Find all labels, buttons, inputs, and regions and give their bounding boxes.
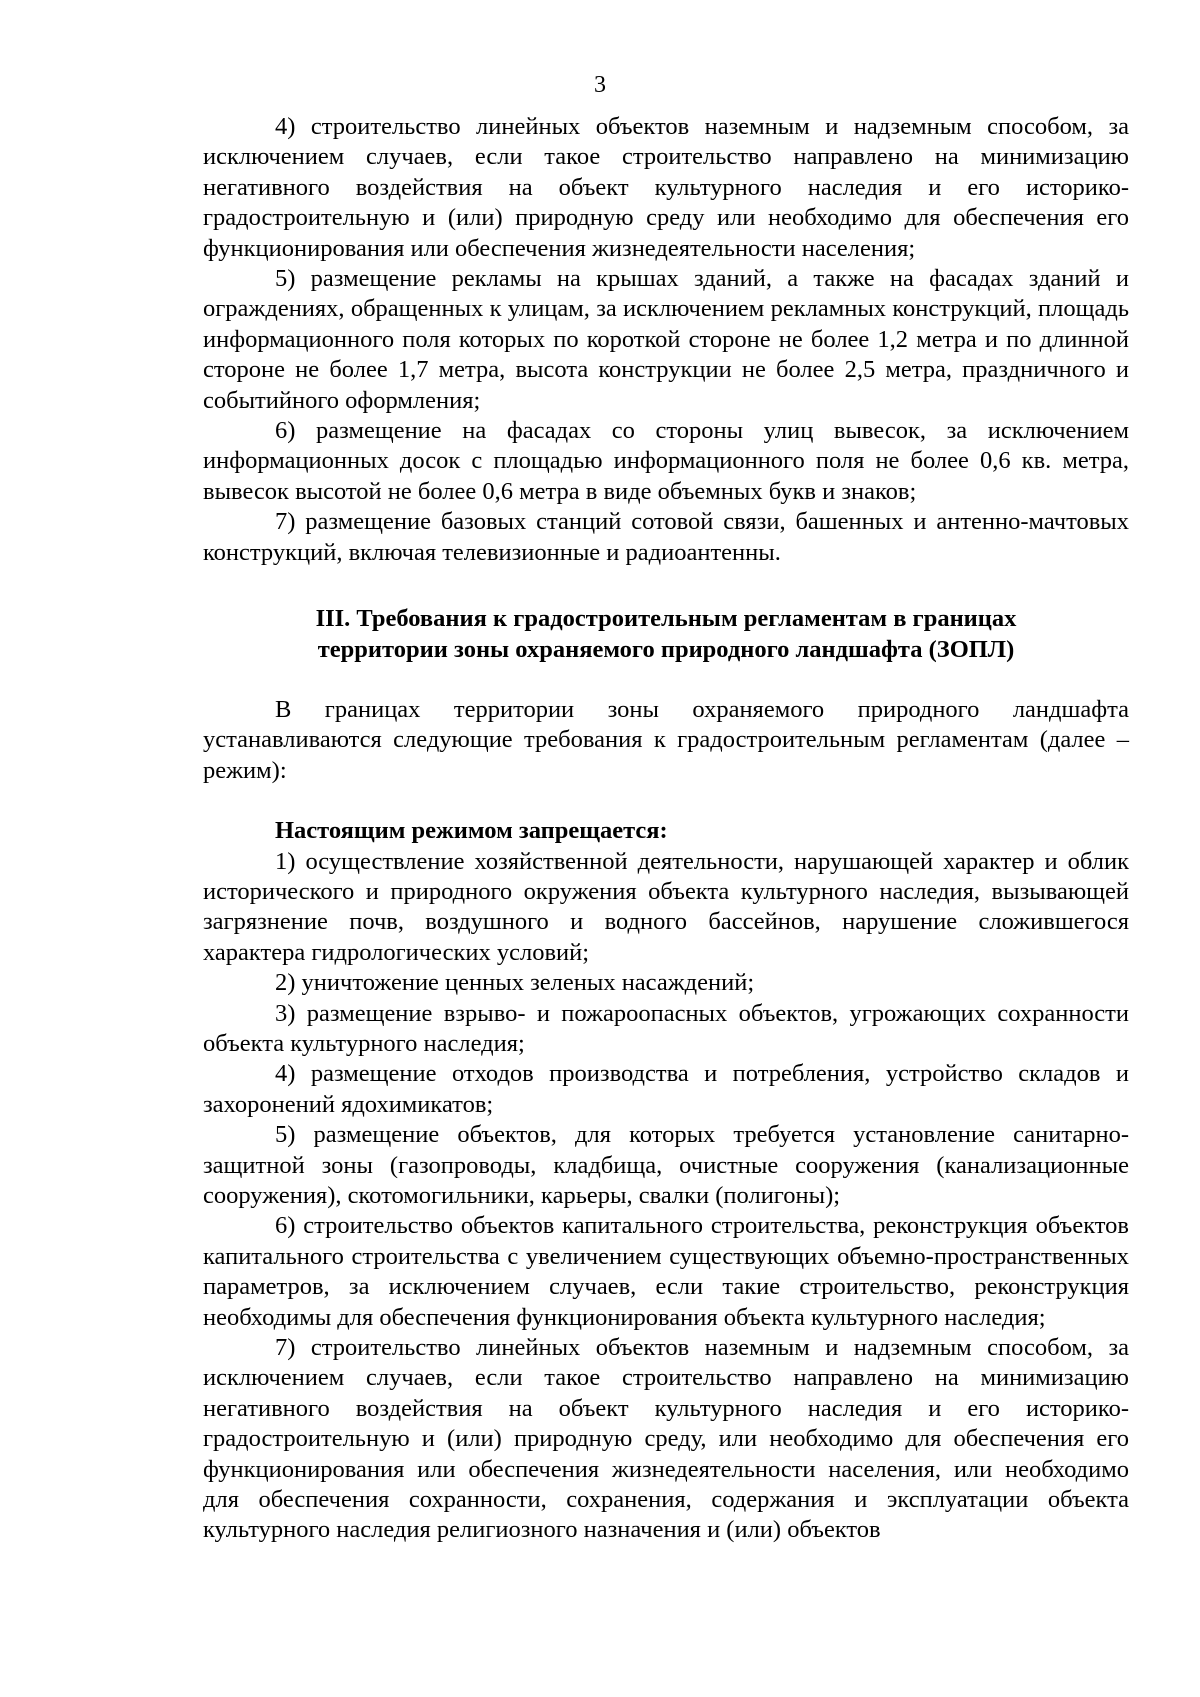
section-heading-line-1: III. Требования к градостроительным регламентам в границах [315,605,1017,633]
list-item-bottom-1: 1) осуществление хозяйственной деятельности, нарушающей характер и облик исторического и природного окружения объекта культурного наследия, вызывающей загрязнение почв, воздушного и водного бассейнов, нарушение сложившегося характера гидрологических условий; [203,847,1129,966]
document-body [203,112,1129,1546]
list-item-bottom-2: 2) уничтожение ценных зеленых насаждений; [275,969,755,997]
page-number: 3 [594,72,606,98]
list-item-bottom-3: 3) размещение взрыво- и пожароопасных объектов, угрожающих сохранности объекта культурного наследия; [203,999,1129,1057]
list-item-bottom-4: 4) размещение отходов производства и потребления, устройство складов и захоронений ядохимикатов; [203,1060,1129,1118]
list-item-top-6: 6) размещение на фасадах со стороны улиц вывесок, за исключением информационных досок с площадью информационного поля не более 0,6 кв. метра, вывесок высотой не более 0,6 метра в виде объемных букв и знаков; [203,417,1129,505]
list-item-bottom-7: 7) строительство линейных объектов наземным и надземным способом, за исключением случаев, если такое строительство направлено на минимизацию негативного воздействия на объект культурного наследия и его историко-градостроительную и (или) природную среду, или необходимо для обеспечения его функционирования или обеспечения жизнедеятельности населения, или необходимо для обеспечения сохранности, сохранения, содержания и эксплуатации объекта культурного наследия религиозного назначения и (или) объектов [203,1334,1129,1544]
list-item-top-5: 5) размещение рекламы на крышах зданий, а также на фасадах зданий и ограждениях, обращенных к улицам, за исключением рекламных конструкций, площадь информационного поля которых по короткой стороне не более 1,2 метра и по длинной стороне не более 1,7 метра, высота конструкции не более 2,5 метра, праздничного и событийного оформления; [203,265,1129,414]
list-item-top-7: 7) размещение базовых станций сотовой связи, башенных и антенно-мачтовых конструкций, включая телевизионные и радиоантенны. [203,508,1129,566]
list-item-bottom-5: 5) размещение объектов, для которых требуется установление санитарно-защитной зоны (газопроводы, кладбища, очистные сооружения (канализационные сооружения), скотомогильники, карьеры, свалки (полигоны); [203,1121,1129,1209]
list-item-bottom-6: 6) строительство объектов капитального строительства, реконструкция объектов капитального строительства с увеличением существующих объемно-пространственных параметров, за исключением случаев, если такие строительство, реконструкция необходимы для обеспечения функционирования объекта культурного наследия; [203,1212,1129,1331]
list-item-top-4: 4) строительство линейных объектов наземным и надземным способом, за исключением случаев, если такое строительство направлено на минимизацию негативного воздействия на объект культурного наследия и его историко-градостроительную и (или) природную среду или необходимо для обеспечения его функционирования или обеспечения жизнедеятельности населения; [203,113,1129,262]
regime-title: Настоящим режимом запрещается: [275,817,668,845]
section-heading [203,604,1129,665]
intro-paragraph: В границах территории зоны охраняемого природного ландшафта устанавливаются следующие требования к градостроительным регламентам (далее – режим): [203,695,1129,784]
section-heading-line-2: территории зоны охраняемого природного ландшафта (ЗОПЛ) [317,635,1015,663]
